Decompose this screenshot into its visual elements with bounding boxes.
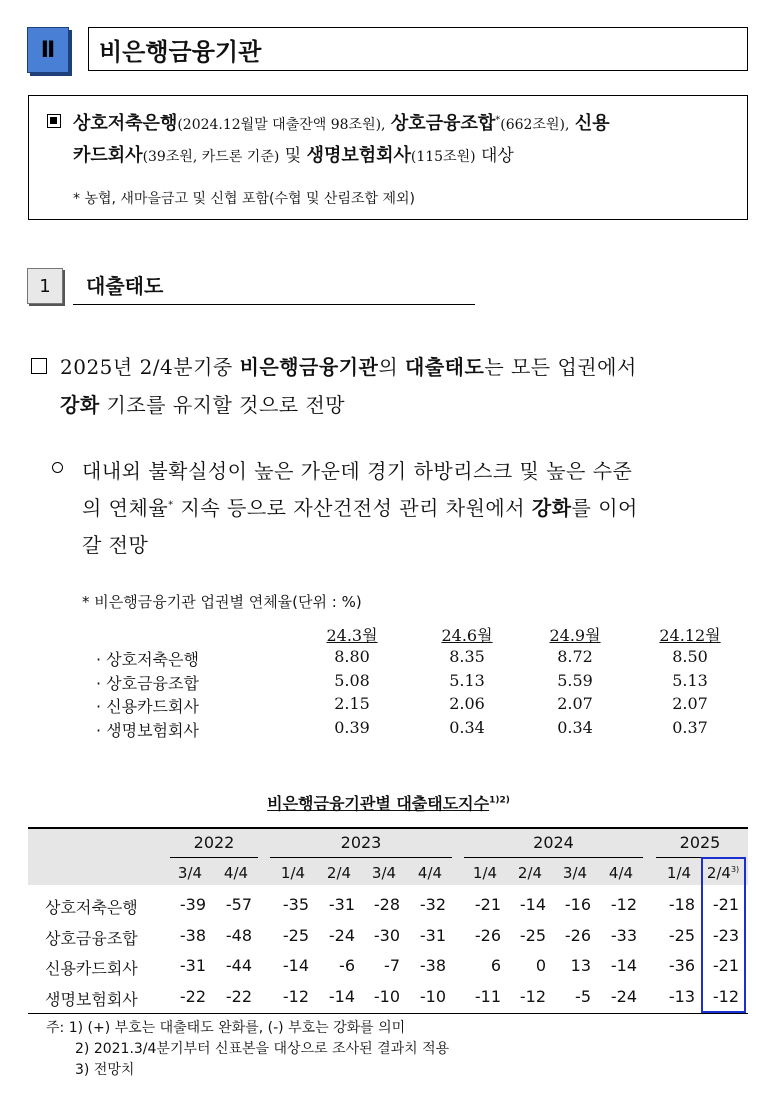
empty-square-bullet-icon (31, 358, 47, 374)
index-cell: -48 (225, 925, 252, 945)
index-cell: -18 (668, 895, 695, 914)
scope-line2-segment: (115조원) (410, 149, 476, 165)
index-cell: -12 (282, 986, 309, 1006)
subsection-underline (73, 304, 475, 305)
delinquency-row-label: · 신용카드회사 (96, 697, 199, 716)
delinquency-cell: 8.50 (672, 647, 708, 666)
delinquency-cell: 5.13 (449, 670, 485, 690)
forecast-footnote-mark: 3) (730, 865, 740, 874)
quarter-header-label: 2/4 (706, 864, 731, 882)
index-cell: -35 (282, 895, 309, 914)
delinquency-cell: 2.06 (449, 694, 485, 713)
section-number-badge: Ⅱ (27, 27, 69, 73)
index-cell: -14 (610, 956, 637, 975)
index-cell: 0 (535, 956, 546, 975)
year-header: 2023 (340, 833, 382, 852)
footnote-3: 3) 전망치 (75, 1062, 135, 1078)
scope-line2-segment: 및 (279, 146, 307, 166)
sub-paragraph-line-3: 갈 전망 (82, 533, 149, 557)
delinquency-cell: 5.08 (334, 670, 370, 690)
index-cell: -6 (339, 956, 355, 975)
index-cell: -14 (282, 956, 309, 975)
scope-summary-line-2 (73, 141, 514, 167)
index-cell: -22 (225, 986, 252, 1006)
scope-summary-box (28, 95, 748, 220)
quarter-header-label: 1/4 (666, 864, 692, 882)
index-cell: -28 (373, 895, 400, 914)
scope-line2-segment: 생명보험회사 (306, 145, 411, 166)
delinquency-cell: 0.39 (334, 717, 370, 737)
subsection-number-badge: 1 (27, 268, 63, 304)
scope-summary-line-1 (73, 109, 610, 135)
index-cell: -10 (419, 986, 446, 1006)
index-cell: -32 (419, 895, 446, 914)
year-header: 2024 (533, 833, 574, 852)
index-cell: -30 (373, 925, 400, 945)
index-table-title: 비은행금융기관별 대출태도지수$^{1)2)}$ (267, 794, 510, 813)
index-cell: -26 (564, 925, 591, 945)
quarter-header (599, 864, 643, 882)
quarter-header-label: 1/4 (472, 864, 498, 882)
forecast-highlight-box (701, 857, 746, 1013)
quarter-header-label: 2/4 (517, 864, 543, 882)
delinquency-cell: 5.13 (672, 670, 708, 690)
scope-line1-segment: * (495, 114, 501, 126)
filled-square-bullet-icon (47, 114, 61, 128)
index-cell: -25 (282, 925, 309, 945)
index-table-top-rule (28, 827, 748, 829)
index-cell: -26 (474, 925, 501, 945)
index-cell: -13 (668, 986, 695, 1006)
index-cell: -44 (225, 956, 252, 975)
circle-bullet-icon (52, 462, 63, 473)
index-cell: -5 (575, 986, 591, 1006)
sub-paragraph-line-2: 의 연체율* 지속 등으로 자산건전성 관리 차원에서 강화를 이어 (82, 496, 638, 520)
delinquency-cell: 8.80 (334, 647, 370, 666)
index-table-bottom-rule (28, 1013, 748, 1014)
index-cell: -25 (668, 925, 695, 945)
scope-line1-segment: (662조원), (500, 117, 570, 133)
delinquency-col-header: 24.6월 (441, 626, 493, 645)
subsection-title: 대출태도 (86, 274, 164, 298)
delinquency-col-header: 24.9월 (549, 626, 601, 645)
index-cell: -31 (419, 925, 446, 945)
index-cell: -21 (712, 895, 739, 914)
delinquency-row-label: · 상호저축은행 (96, 650, 199, 669)
index-cell: -22 (179, 986, 206, 1006)
quarter-header (362, 864, 406, 882)
year-header-underline (464, 857, 643, 858)
delinquency-cell: 5.59 (557, 670, 593, 690)
index-cell: -31 (328, 895, 355, 914)
quarter-header-label: 3/4 (371, 864, 397, 882)
index-cell: -12 (610, 895, 637, 914)
scope-line1-segment: 신용 (574, 113, 610, 134)
quarter-header (408, 864, 452, 882)
scope-line2-segment: (39조원, 카드론 기준) (142, 149, 280, 165)
index-cell: -31 (179, 956, 206, 975)
quarter-header (657, 864, 701, 882)
delinquency-cell: 0.34 (557, 717, 593, 737)
quarter-header (317, 864, 361, 882)
index-cell: -10 (373, 986, 400, 1006)
quarter-header (553, 864, 597, 882)
quarter-header-label: 3/4 (562, 864, 588, 882)
scope-line1-segment: (2024.12월말 대출잔액 98조원), (177, 117, 386, 133)
quarter-header-label: 3/4 (177, 864, 203, 882)
main-paragraph-line-1: 2025년 2/4분기중 비은행금융기관의 대출태도는 모든 업권에서 (60, 355, 637, 379)
delinquency-cell: 8.35 (449, 647, 485, 666)
index-cell: -14 (519, 895, 546, 914)
scope-line1-segment: 상호금융조합 (390, 113, 496, 134)
index-cell: -12 (712, 986, 739, 1006)
index-cell: -11 (474, 986, 501, 1006)
index-cell: -38 (419, 956, 446, 975)
quarter-header (508, 864, 552, 882)
index-cell: -38 (179, 925, 206, 945)
index-row-label: 상호저축은행 (45, 898, 138, 917)
quarter-header (463, 864, 507, 882)
scope-footnote: * 농협, 새마을금고 및 신협 포함(수협 및 산림조합 제외) (73, 191, 415, 207)
delinquency-cell: 2.07 (557, 694, 593, 713)
index-cell: -39 (179, 895, 206, 914)
year-header-underline (270, 857, 452, 858)
quarter-header-label: 4/4 (223, 864, 249, 882)
index-cell: -33 (610, 925, 637, 945)
year-header: 2022 (193, 833, 235, 852)
delinquency-col-header: 24.12월 (659, 626, 721, 645)
index-row-label: 상호금융조합 (45, 928, 138, 948)
quarter-header-label: 4/4 (417, 864, 443, 882)
scope-line2-segment: 카드회사 (73, 145, 143, 166)
delinquency-cell: 0.37 (672, 717, 708, 737)
year-header-underline (170, 857, 258, 858)
delinquency-cell: 2.15 (334, 694, 370, 713)
quarter-header (214, 864, 258, 882)
quarter-header (271, 864, 315, 882)
index-cell: -16 (564, 895, 591, 914)
delinquency-row-label: · 생명보험회사 (96, 720, 199, 740)
scope-line2-segment: 대상 (475, 146, 514, 166)
delinquency-note: * 비은행금융기관 업권별 연체율(단위 : %) (82, 593, 362, 611)
index-cell: -7 (384, 956, 400, 975)
delinquency-cell: 0.34 (449, 717, 485, 737)
index-row-label: 생명보험회사 (45, 989, 138, 1009)
quarter-header-label: 1/4 (280, 864, 306, 882)
index-cell: 6 (490, 956, 501, 975)
delinquency-cell: 2.07 (672, 694, 708, 713)
index-cell: -14 (328, 986, 355, 1006)
index-cell: -24 (328, 925, 355, 945)
quarter-header-label: 2/4 (326, 864, 352, 882)
delinquency-row-label: · 상호금융조합 (96, 673, 199, 693)
index-cell: -25 (519, 925, 546, 945)
main-paragraph-line-2: 강화 기조를 유지할 것으로 전망 (60, 393, 346, 417)
year-header: 2025 (679, 833, 721, 852)
index-cell: -36 (668, 956, 695, 975)
footnote-1: 주: 1) (+) 부호는 대출태도 완화를, (-) 부호는 강화를 의미 (46, 1020, 406, 1036)
delinquency-col-header: 24.3월 (326, 626, 378, 645)
index-row-label: 신용카드회사 (45, 959, 138, 978)
index-cell: -21 (712, 956, 739, 975)
delinquency-cell: 8.72 (557, 647, 593, 666)
scope-line1-segment: 상호저축은행 (73, 113, 178, 134)
index-cell: -57 (225, 895, 252, 914)
sub-paragraph-line-1: 대내외 불확실성이 높은 가운데 경기 하방리스크 및 높은 수준 (82, 459, 633, 483)
index-cell: 13 (570, 956, 591, 975)
footnote-2: 2) 2021.3/4분기부터 신표본을 대상으로 조사된 결과치 적용 (75, 1041, 450, 1057)
quarter-header (168, 864, 212, 882)
index-cell: -21 (474, 895, 501, 914)
quarter-header-label: 4/4 (608, 864, 634, 882)
index-cell: -12 (519, 986, 546, 1006)
index-cell: -24 (610, 986, 637, 1006)
index-cell: -23 (712, 925, 739, 945)
section-title: 비은행금융기관 (88, 27, 748, 71)
